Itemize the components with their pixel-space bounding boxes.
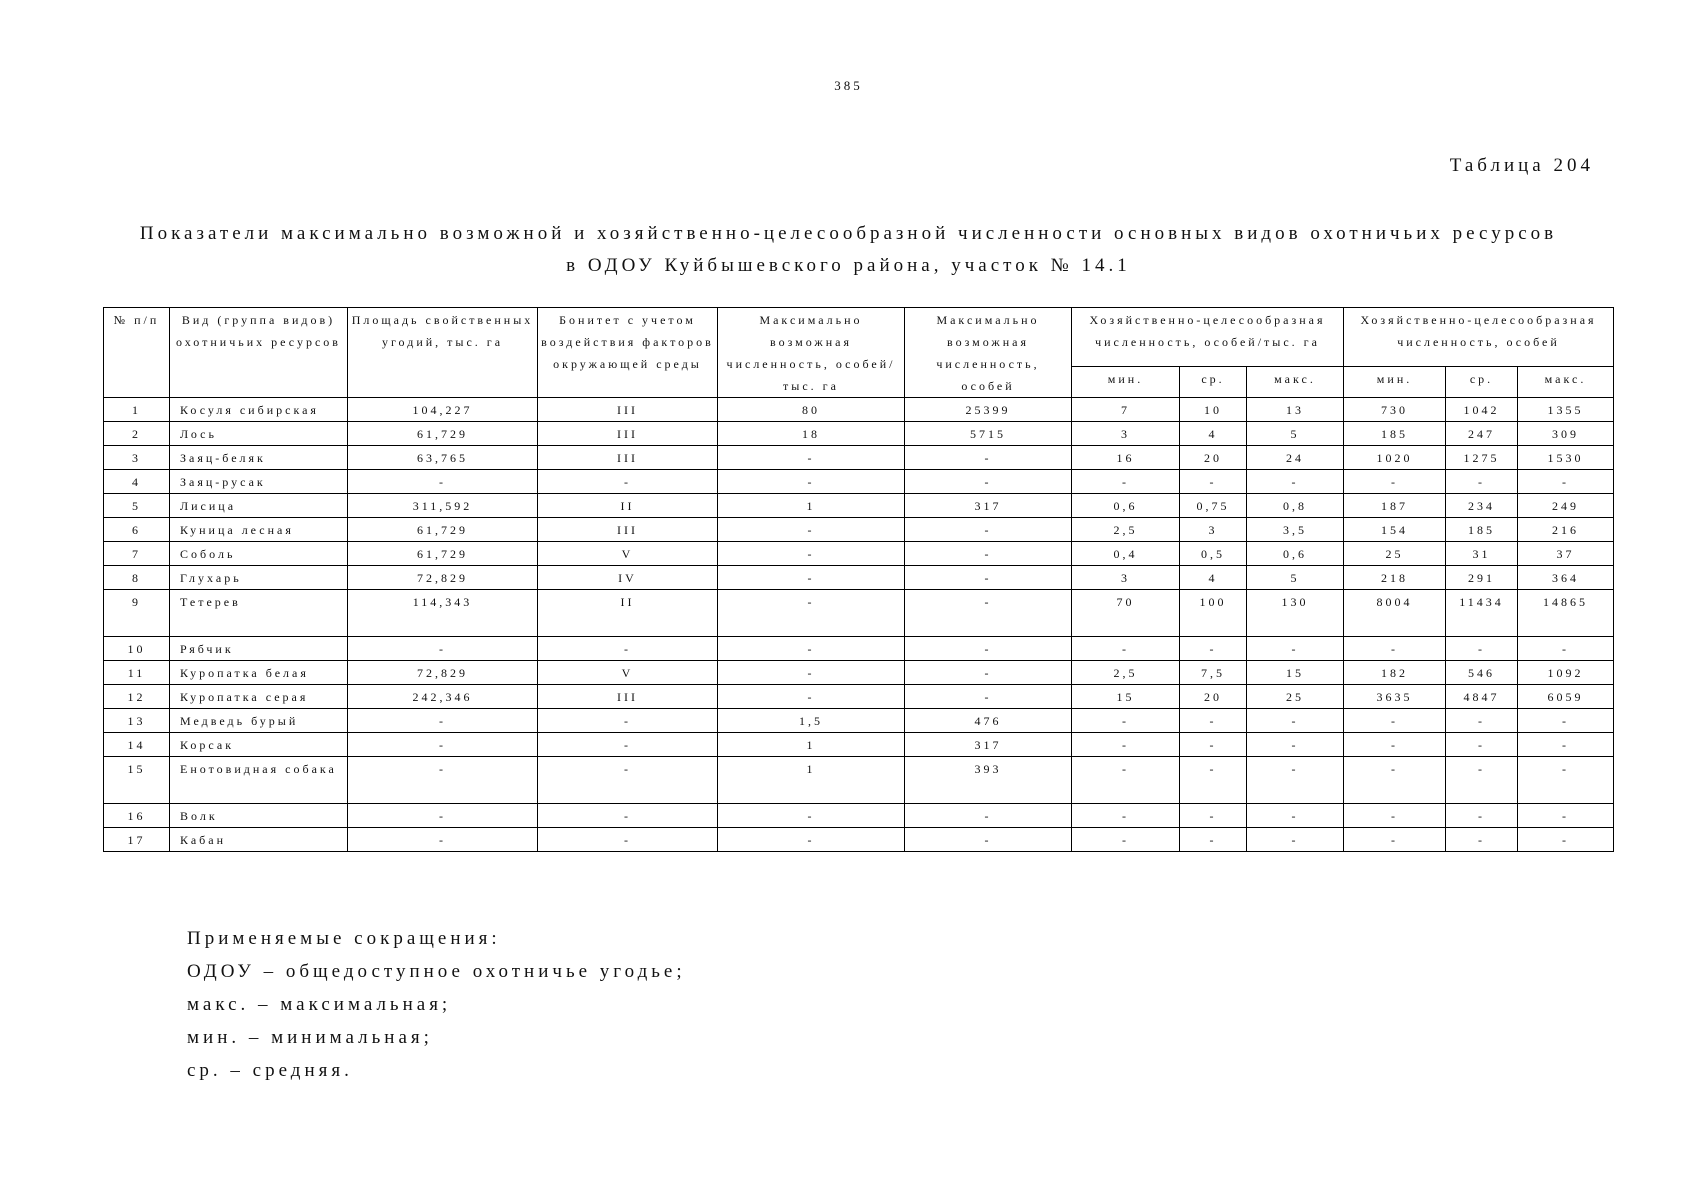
cell-eco-count-min: - — [1344, 709, 1446, 733]
cell-eco-count-max: - — [1518, 637, 1614, 661]
cell-eco-density-min: 16 — [1072, 446, 1180, 470]
cell-eco-density-avg: 100 — [1180, 590, 1247, 637]
cell-species: Рябчик — [170, 637, 348, 661]
cell-eco-density-min: 3 — [1072, 422, 1180, 446]
cell-num: 13 — [104, 709, 170, 733]
cell-species: Медведь бурый — [170, 709, 348, 733]
header-eco-density-avg: ср. — [1180, 367, 1247, 398]
cell-eco-density-min: - — [1072, 637, 1180, 661]
cell-eco-density-max: - — [1247, 828, 1344, 852]
cell-num: 6 — [104, 518, 170, 542]
cell-area: - — [348, 757, 538, 804]
cell-num: 16 — [104, 804, 170, 828]
cell-max-count: 476 — [905, 709, 1072, 733]
cell-num: 15 — [104, 757, 170, 804]
cell-eco-density-max: 5 — [1247, 566, 1344, 590]
cell-eco-density-min: - — [1072, 804, 1180, 828]
cell-species: Тетерев — [170, 590, 348, 637]
cell-max-count: 317 — [905, 494, 1072, 518]
cell-species: Волк — [170, 804, 348, 828]
table-row — [104, 733, 1614, 757]
cell-num: 5 — [104, 494, 170, 518]
cell-species: Куропатка белая — [170, 661, 348, 685]
cell-max-count: - — [905, 542, 1072, 566]
cell-area: 311,592 — [348, 494, 538, 518]
cell-eco-density-avg: 20 — [1180, 446, 1247, 470]
table-row — [104, 757, 1614, 804]
cell-eco-density-avg: - — [1180, 804, 1247, 828]
cell-eco-count-avg: - — [1446, 757, 1518, 804]
cell-eco-count-avg: 546 — [1446, 661, 1518, 685]
cell-bonitet: - — [538, 757, 718, 804]
cell-area: - — [348, 804, 538, 828]
header-eco-count-max: макс. — [1518, 367, 1614, 398]
cell-max-count: 5715 — [905, 422, 1072, 446]
cell-eco-count-min: 154 — [1344, 518, 1446, 542]
cell-eco-count-max: - — [1518, 804, 1614, 828]
cell-eco-density-avg: - — [1180, 470, 1247, 494]
cell-species: Заяц-беляк — [170, 446, 348, 470]
cell-eco-density-avg: - — [1180, 757, 1247, 804]
table-title-line-2: в ОДОУ Куйбышевского района, участок № 14.1 — [566, 255, 1131, 276]
cell-species: Косуля сибирская — [170, 398, 348, 422]
notes-heading: Применяемые сокращения: — [187, 928, 501, 949]
cell-eco-count-max: 1355 — [1518, 398, 1614, 422]
cell-bonitet: - — [538, 637, 718, 661]
cell-eco-density-max: 13 — [1247, 398, 1344, 422]
header-eco-density: Хозяйственно-целесообразная численность, особей/тыс. га — [1072, 308, 1344, 367]
cell-eco-density-min: - — [1072, 733, 1180, 757]
cell-eco-density-avg: - — [1180, 709, 1247, 733]
header-max-density: Максимально возможная численность, особей/тыс. га — [718, 308, 905, 398]
table-row — [104, 398, 1614, 422]
table-title — [0, 218, 1697, 282]
cell-eco-count-avg: - — [1446, 470, 1518, 494]
cell-eco-count-min: - — [1344, 757, 1446, 804]
cell-num: 8 — [104, 566, 170, 590]
table-row — [104, 542, 1614, 566]
cell-num: 4 — [104, 470, 170, 494]
cell-num: 10 — [104, 637, 170, 661]
cell-eco-count-min: 185 — [1344, 422, 1446, 446]
cell-max-count: - — [905, 518, 1072, 542]
cell-eco-density-avg: 4 — [1180, 422, 1247, 446]
cell-eco-density-min: 3 — [1072, 566, 1180, 590]
cell-area: 63,765 — [348, 446, 538, 470]
cell-max-density: - — [718, 470, 905, 494]
cell-eco-count-min: 182 — [1344, 661, 1446, 685]
cell-eco-density-max: 0,6 — [1247, 542, 1344, 566]
table-row — [104, 637, 1614, 661]
cell-bonitet: - — [538, 828, 718, 852]
cell-max-density: - — [718, 661, 905, 685]
cell-max-count: 393 — [905, 757, 1072, 804]
cell-max-density: 1 — [718, 757, 905, 804]
cell-eco-count-max: 14865 — [1518, 590, 1614, 637]
cell-max-count: 25399 — [905, 398, 1072, 422]
cell-max-count: - — [905, 828, 1072, 852]
cell-eco-count-avg: 291 — [1446, 566, 1518, 590]
cell-bonitet: III — [538, 685, 718, 709]
cell-eco-density-max: 130 — [1247, 590, 1344, 637]
cell-species: Корсак — [170, 733, 348, 757]
cell-eco-count-max: 216 — [1518, 518, 1614, 542]
cell-max-density: 18 — [718, 422, 905, 446]
cell-eco-count-avg: - — [1446, 637, 1518, 661]
header-species: Вид (группа видов) охотничьих ресурсов — [170, 308, 348, 398]
cell-bonitet: III — [538, 446, 718, 470]
cell-num: 3 — [104, 446, 170, 470]
cell-max-count: - — [905, 804, 1072, 828]
cell-bonitet: V — [538, 542, 718, 566]
cell-species: Куница лесная — [170, 518, 348, 542]
cell-eco-density-min: 70 — [1072, 590, 1180, 637]
cell-area: - — [348, 709, 538, 733]
cell-max-density: 1,5 — [718, 709, 905, 733]
cell-max-density: 1 — [718, 494, 905, 518]
cell-eco-density-min: 2,5 — [1072, 518, 1180, 542]
cell-eco-count-min: 187 — [1344, 494, 1446, 518]
cell-max-density: - — [718, 518, 905, 542]
cell-eco-density-avg: 7,5 — [1180, 661, 1247, 685]
cell-eco-count-max: - — [1518, 733, 1614, 757]
cell-eco-density-min: 0,6 — [1072, 494, 1180, 518]
cell-eco-count-min: - — [1344, 470, 1446, 494]
cell-num: 9 — [104, 590, 170, 637]
table-row — [104, 566, 1614, 590]
cell-area: - — [348, 637, 538, 661]
cell-species: Глухарь — [170, 566, 348, 590]
cell-eco-density-max: - — [1247, 709, 1344, 733]
header-eco-count-avg: ср. — [1446, 367, 1518, 398]
header-eco-density-min: мин. — [1072, 367, 1180, 398]
cell-eco-density-max: 5 — [1247, 422, 1344, 446]
cell-eco-density-max: 3,5 — [1247, 518, 1344, 542]
cell-eco-count-max: - — [1518, 470, 1614, 494]
cell-eco-count-min: - — [1344, 733, 1446, 757]
cell-area: 104,227 — [348, 398, 538, 422]
cell-bonitet: III — [538, 518, 718, 542]
cell-eco-count-avg: - — [1446, 804, 1518, 828]
header-num: № п/п — [104, 308, 170, 398]
cell-species: Енотовидная собака — [170, 757, 348, 804]
cell-eco-density-avg: 3 — [1180, 518, 1247, 542]
cell-max-density: - — [718, 804, 905, 828]
cell-eco-count-avg: - — [1446, 828, 1518, 852]
cell-bonitet: IV — [538, 566, 718, 590]
cell-eco-count-max: - — [1518, 709, 1614, 733]
cell-eco-count-avg: 234 — [1446, 494, 1518, 518]
cell-eco-density-max: 15 — [1247, 661, 1344, 685]
cell-eco-density-max: - — [1247, 804, 1344, 828]
cell-species: Куропатка серая — [170, 685, 348, 709]
cell-eco-density-avg: - — [1180, 828, 1247, 852]
note-min: мин. – минимальная; — [187, 1027, 433, 1048]
header-eco-count-min: мин. — [1344, 367, 1446, 398]
cell-bonitet: - — [538, 709, 718, 733]
cell-eco-density-min: - — [1072, 470, 1180, 494]
cell-max-count: - — [905, 566, 1072, 590]
cell-species: Лисица — [170, 494, 348, 518]
cell-eco-density-max: 0,8 — [1247, 494, 1344, 518]
cell-eco-count-max: 309 — [1518, 422, 1614, 446]
cell-eco-density-min: 7 — [1072, 398, 1180, 422]
cell-bonitet: V — [538, 661, 718, 685]
cell-eco-count-avg: 4847 — [1446, 685, 1518, 709]
table-row — [104, 661, 1614, 685]
cell-num: 12 — [104, 685, 170, 709]
cell-bonitet: - — [538, 804, 718, 828]
cell-area: 72,829 — [348, 566, 538, 590]
cell-eco-count-min: 8004 — [1344, 590, 1446, 637]
table-body — [104, 398, 1614, 852]
cell-bonitet: III — [538, 398, 718, 422]
cell-eco-count-min: - — [1344, 637, 1446, 661]
cell-max-density: - — [718, 542, 905, 566]
table-label: Таблица 204 — [1449, 155, 1594, 176]
table-header — [104, 308, 1614, 398]
cell-bonitet: - — [538, 470, 718, 494]
table-row — [104, 828, 1614, 852]
cell-eco-count-max: 1092 — [1518, 661, 1614, 685]
cell-eco-density-max: 25 — [1247, 685, 1344, 709]
cell-area: 61,729 — [348, 422, 538, 446]
cell-eco-count-min: 25 — [1344, 542, 1446, 566]
cell-eco-count-max: 249 — [1518, 494, 1614, 518]
table-row — [104, 494, 1614, 518]
cell-area: 114,343 — [348, 590, 538, 637]
cell-eco-density-avg: 0,75 — [1180, 494, 1247, 518]
abbreviations-notes — [187, 922, 686, 1087]
header-eco-count: Хозяйственно-целесообразная численность, особей — [1344, 308, 1614, 367]
note-max: макс. – максимальная; — [187, 994, 452, 1015]
cell-area: 72,829 — [348, 661, 538, 685]
cell-max-density: - — [718, 685, 905, 709]
cell-max-density: - — [718, 566, 905, 590]
cell-max-density: - — [718, 590, 905, 637]
cell-eco-density-avg: 10 — [1180, 398, 1247, 422]
cell-max-count: - — [905, 590, 1072, 637]
cell-eco-count-max: - — [1518, 757, 1614, 804]
cell-eco-count-avg: - — [1446, 709, 1518, 733]
cell-area: - — [348, 828, 538, 852]
cell-species: Кабан — [170, 828, 348, 852]
cell-bonitet: III — [538, 422, 718, 446]
cell-max-density: - — [718, 828, 905, 852]
cell-max-density: 80 — [718, 398, 905, 422]
cell-num: 11 — [104, 661, 170, 685]
cell-eco-density-avg: 4 — [1180, 566, 1247, 590]
cell-max-count: - — [905, 637, 1072, 661]
cell-eco-count-min: 1020 — [1344, 446, 1446, 470]
header-area: Площадь свойственных угодий, тыс. га — [348, 308, 538, 398]
cell-area: 61,729 — [348, 518, 538, 542]
cell-bonitet: II — [538, 494, 718, 518]
cell-bonitet: II — [538, 590, 718, 637]
cell-eco-density-min: - — [1072, 709, 1180, 733]
cell-area: 61,729 — [348, 542, 538, 566]
cell-eco-density-min: 0,4 — [1072, 542, 1180, 566]
cell-eco-density-max: 24 — [1247, 446, 1344, 470]
table-row — [104, 446, 1614, 470]
cell-eco-density-min: 15 — [1072, 685, 1180, 709]
cell-max-count: - — [905, 470, 1072, 494]
cell-eco-density-min: - — [1072, 757, 1180, 804]
cell-eco-count-min: 3635 — [1344, 685, 1446, 709]
cell-eco-count-max: 6059 — [1518, 685, 1614, 709]
cell-bonitet: - — [538, 733, 718, 757]
cell-num: 2 — [104, 422, 170, 446]
table-row — [104, 590, 1614, 637]
table-row — [104, 804, 1614, 828]
cell-eco-count-min: 730 — [1344, 398, 1446, 422]
cell-num: 1 — [104, 398, 170, 422]
cell-eco-density-min: - — [1072, 828, 1180, 852]
table-row — [104, 470, 1614, 494]
cell-eco-count-avg: - — [1446, 733, 1518, 757]
cell-max-density: - — [718, 637, 905, 661]
cell-species: Заяц-русак — [170, 470, 348, 494]
cell-max-count: 317 — [905, 733, 1072, 757]
cell-eco-count-max: - — [1518, 828, 1614, 852]
cell-area: - — [348, 470, 538, 494]
cell-eco-count-min: 218 — [1344, 566, 1446, 590]
cell-eco-count-avg: 185 — [1446, 518, 1518, 542]
cell-max-count: - — [905, 661, 1072, 685]
cell-eco-density-avg: 0,5 — [1180, 542, 1247, 566]
cell-max-density: 1 — [718, 733, 905, 757]
table-row — [104, 518, 1614, 542]
note-avg: ср. – средняя. — [187, 1060, 353, 1081]
cell-eco-count-avg: 31 — [1446, 542, 1518, 566]
cell-eco-count-max: 364 — [1518, 566, 1614, 590]
cell-eco-count-min: - — [1344, 804, 1446, 828]
hunting-resources-table — [103, 307, 1614, 852]
cell-num: 17 — [104, 828, 170, 852]
header-bonitet: Бонитет с учетом воздействия факторов окружающей среды — [538, 308, 718, 398]
cell-eco-density-max: - — [1247, 757, 1344, 804]
cell-eco-density-max: - — [1247, 733, 1344, 757]
cell-eco-count-avg: 1042 — [1446, 398, 1518, 422]
cell-eco-count-avg: 11434 — [1446, 590, 1518, 637]
table-row — [104, 685, 1614, 709]
cell-max-count: - — [905, 685, 1072, 709]
cell-eco-density-avg: - — [1180, 637, 1247, 661]
cell-eco-count-max: 1530 — [1518, 446, 1614, 470]
cell-eco-density-avg: - — [1180, 733, 1247, 757]
cell-eco-count-min: - — [1344, 828, 1446, 852]
table-title-line-1: Показатели максимально возможной и хозяйственно-целесообразной численности основных видов охотничьих ресурсов — [139, 223, 1558, 244]
cell-eco-count-max: 37 — [1518, 542, 1614, 566]
cell-num: 14 — [104, 733, 170, 757]
table-row — [104, 709, 1614, 733]
cell-max-density: - — [718, 446, 905, 470]
cell-area: - — [348, 733, 538, 757]
cell-area: 242,346 — [348, 685, 538, 709]
cell-eco-density-avg: 20 — [1180, 685, 1247, 709]
cell-num: 7 — [104, 542, 170, 566]
cell-eco-count-avg: 247 — [1446, 422, 1518, 446]
table-row — [104, 422, 1614, 446]
cell-species: Лось — [170, 422, 348, 446]
cell-eco-density-max: - — [1247, 637, 1344, 661]
cell-eco-count-avg: 1275 — [1446, 446, 1518, 470]
page-number: 385 — [834, 78, 863, 93]
cell-eco-density-min: 2,5 — [1072, 661, 1180, 685]
cell-species: Соболь — [170, 542, 348, 566]
note-odou: ОДОУ – общедоступное охотничье угодье; — [187, 961, 686, 982]
cell-max-count: - — [905, 446, 1072, 470]
header-max-count: Максимально возможная численность, особей — [905, 308, 1072, 398]
cell-eco-density-max: - — [1247, 470, 1344, 494]
header-eco-density-max: макс. — [1247, 367, 1344, 398]
